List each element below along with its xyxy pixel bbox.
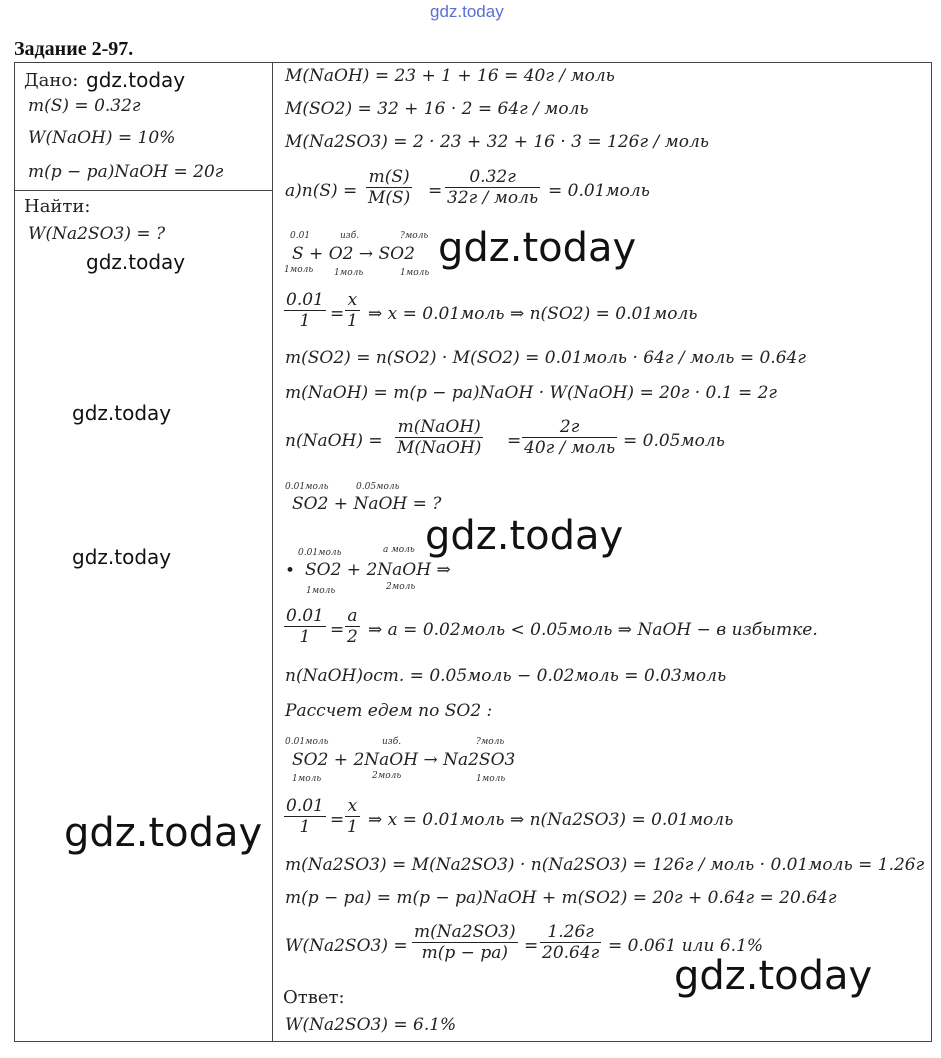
- reaction-forming-na2so3: SO2 + 2NaOH → Na2SO3: [292, 750, 516, 770]
- fraction-numerator: 0.01: [286, 606, 324, 626]
- fraction-numerator: 1.26г: [540, 922, 601, 943]
- remaining-naoh: n(NaOH)ост. = 0.05моль − 0.02моль = 0.03моль: [285, 666, 727, 686]
- moles-s-prefix: а)n(S) =: [285, 181, 358, 201]
- answer-label: Ответ:: [283, 987, 345, 1008]
- fraction-values-s: [445, 167, 540, 208]
- reaction-sulfur-oxidation: S + O2 → SO2: [292, 244, 415, 264]
- fraction-denominator: M(S): [368, 188, 411, 208]
- fraction-denominator: 1: [299, 311, 311, 331]
- fraction-numerator: 2г: [522, 417, 617, 438]
- proportion-2-left: [284, 606, 326, 647]
- fraction-mass-values: [540, 922, 601, 963]
- r1-top-s: 0.01: [290, 231, 311, 241]
- fraction-denominator: 40г / моль: [524, 438, 616, 458]
- mass-fraction-prefix: W(Na2SO3) =: [285, 936, 408, 956]
- r4-top-na2so3: ?моль: [476, 737, 505, 747]
- fraction-ms-over-Ms: [366, 167, 412, 208]
- fraction-numerator: m(S): [366, 167, 412, 188]
- top-watermark: gdz.today: [430, 2, 504, 21]
- proportion-2-right: [345, 606, 360, 647]
- fraction-denominator: 2: [347, 627, 358, 647]
- fraction-mnaoh-over-Mnaoh: [395, 417, 483, 458]
- fraction-values-naoh: [522, 417, 617, 458]
- r4-bot-so2: 1моль: [292, 774, 322, 784]
- equals-sign: =: [330, 620, 345, 640]
- fraction-numerator: x: [345, 796, 360, 817]
- find-w-na2so3: W(Na2SO3) = ?: [28, 224, 166, 244]
- equals-sign: =: [428, 181, 443, 201]
- naoh-excess-conclusion: ⇒ a = 0.02моль < 0.05моль ⇒ NaOH − в избытке.: [368, 620, 818, 640]
- r3-top-so2: 0.01моль: [298, 548, 342, 558]
- proportion-1-left: [284, 290, 326, 331]
- r3-top-naoh: a моль: [383, 545, 415, 555]
- equals-sign: =: [524, 936, 539, 956]
- moles-so2-result: ⇒ x = 0.01моль ⇒ n(SO2) = 0.01моль: [368, 304, 698, 324]
- r1-bot-o2: 1моль: [334, 268, 364, 278]
- fraction-denominator: 1: [347, 817, 358, 837]
- fraction-denominator: 32г / моль: [447, 188, 539, 208]
- proportion-3-left: [284, 796, 326, 837]
- r1-bot-s: 1моль: [284, 265, 314, 275]
- watermark: gdz.today: [86, 68, 186, 92]
- moles-s-result: = 0.01моль: [548, 181, 650, 201]
- equals-sign: =: [330, 304, 345, 324]
- r1-bot-so2: 1моль: [400, 268, 430, 278]
- r2-top-naoh: 0.05моль: [356, 482, 400, 492]
- molar-mass-na2so3: M(Na2SO3) = 2 · 23 + 32 + 16 · 3 = 126г / моль: [285, 132, 710, 152]
- watermark: gdz.today: [86, 250, 186, 274]
- moles-na2so3-result: ⇒ x = 0.01моль ⇒ n(Na2SO3) = 0.01моль: [368, 810, 734, 830]
- given-label: Дано:: [24, 70, 79, 91]
- given-w-naoh: W(NaOH) = 10%: [28, 128, 176, 148]
- molar-mass-naoh: M(NaOH) = 23 + 1 + 16 = 40г / моль: [285, 66, 615, 86]
- fraction-denominator: 20.64г: [542, 943, 600, 963]
- fraction-denominator: m(p − pa): [421, 943, 508, 963]
- watermark: gdz.today: [425, 513, 624, 559]
- reaction-so2-naoh-question: SO2 + NaOH = ?: [292, 494, 442, 514]
- r1-top-so2: ?моль: [400, 231, 429, 241]
- molar-mass-so2: M(SO2) = 32 + 16 · 2 = 64г / моль: [285, 99, 589, 119]
- r1-top-o2: изб.: [340, 231, 360, 241]
- r4-bot-na2so3: 1моль: [476, 774, 506, 784]
- fraction-numerator: x: [345, 290, 360, 311]
- proportion-1-right: [345, 290, 360, 331]
- mass-final-solution: m(p − pa) = m(p − pa)NaOH + m(SO2) = 20г + 0.64г = 20.64г: [285, 888, 837, 908]
- fraction-numerator: m(Na2SO3): [414, 922, 516, 942]
- fraction-denominator: M(NaOH): [397, 438, 482, 458]
- fraction-numerator: 0.01: [286, 796, 324, 816]
- fraction-numerator: 0.32г: [445, 167, 540, 188]
- mass-fraction-result: = 0.061 или 6.1%: [608, 936, 764, 956]
- r4-bot-naoh: 2моль: [372, 771, 402, 781]
- r3-bot-so2: 1моль: [306, 586, 336, 596]
- r3-bot-naoh: 2моль: [386, 582, 416, 592]
- moles-naoh-prefix: n(NaOH) =: [285, 431, 383, 451]
- equals-sign: =: [330, 810, 345, 830]
- fraction-numerator: m(NaOH): [395, 417, 483, 438]
- fraction-mass-ratio: [412, 922, 518, 963]
- watermark: gdz.today: [72, 545, 172, 569]
- mass-naoh: m(NaOH) = m(p − pa)NaOH · W(NaOH) = 20г · 0.1 = 2г: [285, 383, 778, 403]
- r4-top-so2: 0.01моль: [285, 737, 329, 747]
- fraction-numerator: 0.01: [286, 290, 324, 310]
- watermark: gdz.today: [438, 225, 637, 271]
- given-mass-solution: m(p − pa)NaOH = 20г: [28, 162, 224, 182]
- given-mass-s: m(S) = 0.32г: [28, 96, 141, 116]
- r4-top-naoh: изб.: [382, 737, 402, 747]
- moles-naoh-result: = 0.05моль: [623, 431, 725, 451]
- proportion-3-right: [345, 796, 360, 837]
- task-title: Задание 2-97.: [14, 38, 134, 60]
- equals-sign: =: [507, 431, 522, 451]
- watermark: gdz.today: [674, 953, 873, 999]
- mass-na2so3: m(Na2SO3) = M(Na2SO3) · n(Na2SO3) = 126г / моль · 0.01моль = 1.26г: [285, 855, 925, 875]
- reaction-so2-2naoh: SO2 + 2NaOH ⇒: [305, 560, 451, 580]
- watermark: gdz.today: [64, 810, 263, 856]
- bullet: •: [285, 561, 296, 581]
- answer-value: W(Na2SO3) = 6.1%: [285, 1015, 457, 1035]
- fraction-denominator: 1: [299, 817, 311, 837]
- watermark: gdz.today: [72, 401, 172, 425]
- r2-top-so2: 0.01моль: [285, 482, 329, 492]
- fraction-numerator: a: [345, 606, 360, 627]
- calculation-basis: Рассчет едем по SO2 :: [285, 701, 493, 721]
- fraction-denominator: 1: [299, 627, 311, 647]
- mass-so2: m(SO2) = n(SO2) · M(SO2) = 0.01моль · 64г / моль = 0.64г: [285, 348, 806, 368]
- given-find-divider: [14, 190, 273, 191]
- find-label: Найти:: [24, 196, 91, 217]
- fraction-denominator: 1: [347, 311, 358, 331]
- column-divider: [272, 62, 273, 1042]
